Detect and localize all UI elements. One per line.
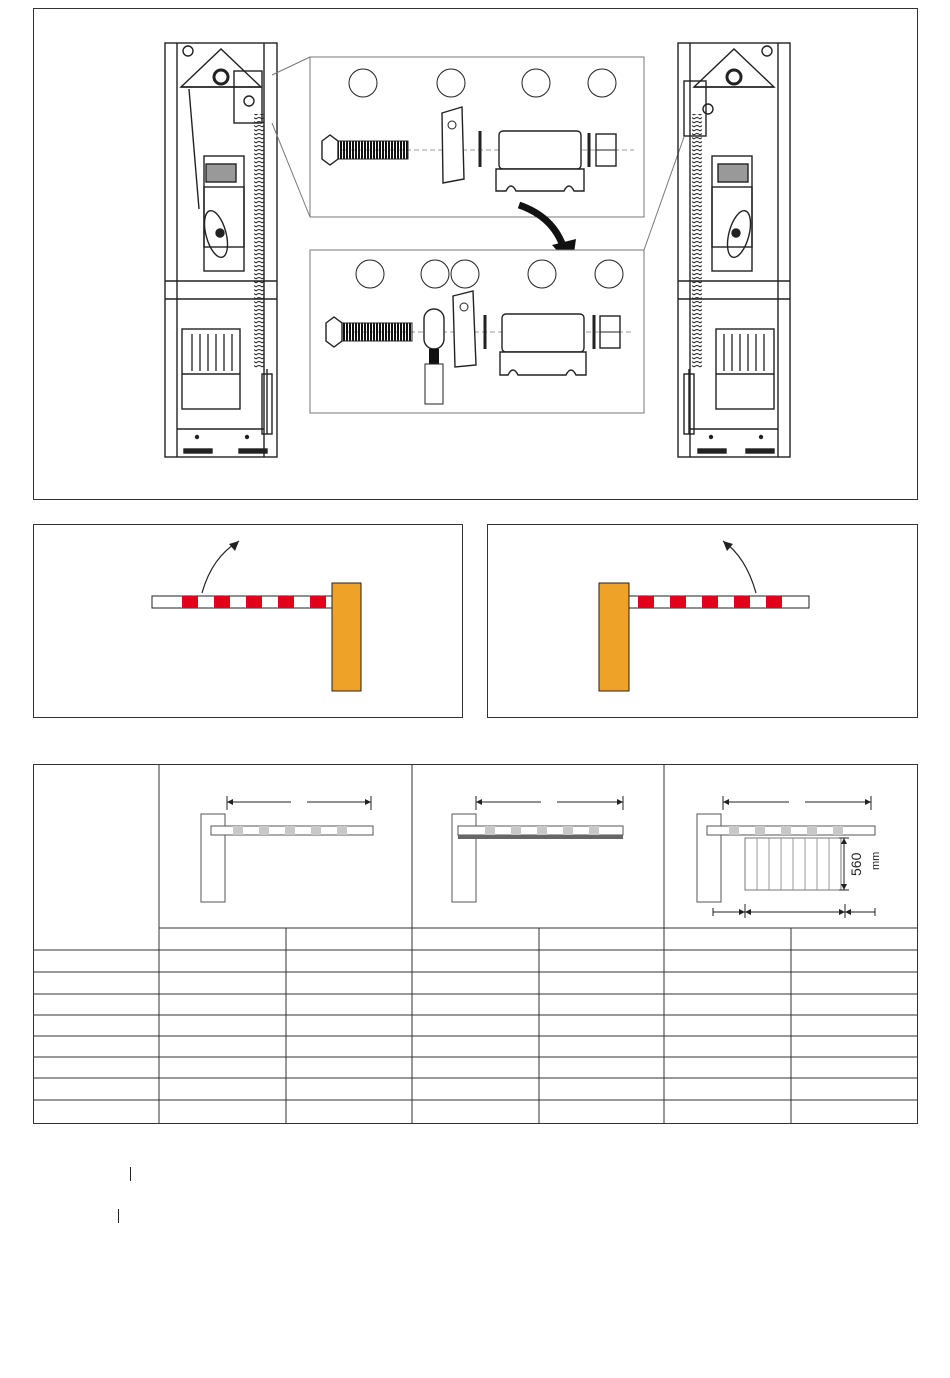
- skirt-height-unit: mm: [870, 851, 882, 870]
- boom-arm: [152, 596, 332, 608]
- bolt-assembly-detail-after: [310, 250, 644, 413]
- margin-mark-1: [130, 1167, 131, 1181]
- boom-with-rubber-strip-diagram: [452, 796, 623, 902]
- margin-mark-2: [118, 1209, 119, 1223]
- barrier-orientation-right: [488, 525, 919, 719]
- barrier-cabinet: [332, 583, 361, 691]
- boom-configuration-table: [33, 764, 918, 1125]
- bolt-assembly-detail-before: [310, 57, 644, 217]
- boom-plain-diagram: [201, 796, 373, 902]
- skirt-height-value: 560: [848, 852, 864, 876]
- barrier-cabinet-right: [678, 43, 790, 457]
- boom-arm: [629, 596, 809, 608]
- boom-with-skirt-diagram: [697, 796, 882, 918]
- barrier-cabinet-left: [165, 43, 277, 457]
- barrier-orientation-left: [34, 525, 464, 719]
- barrier-orientation-right-panel: [487, 524, 918, 718]
- barrier-orientation-left-panel: [33, 524, 463, 718]
- boom-configuration-table-grid: [33, 764, 918, 1125]
- installation-figure: [34, 9, 919, 501]
- installation-figure-panel: [33, 8, 918, 500]
- barrier-cabinet: [599, 583, 629, 691]
